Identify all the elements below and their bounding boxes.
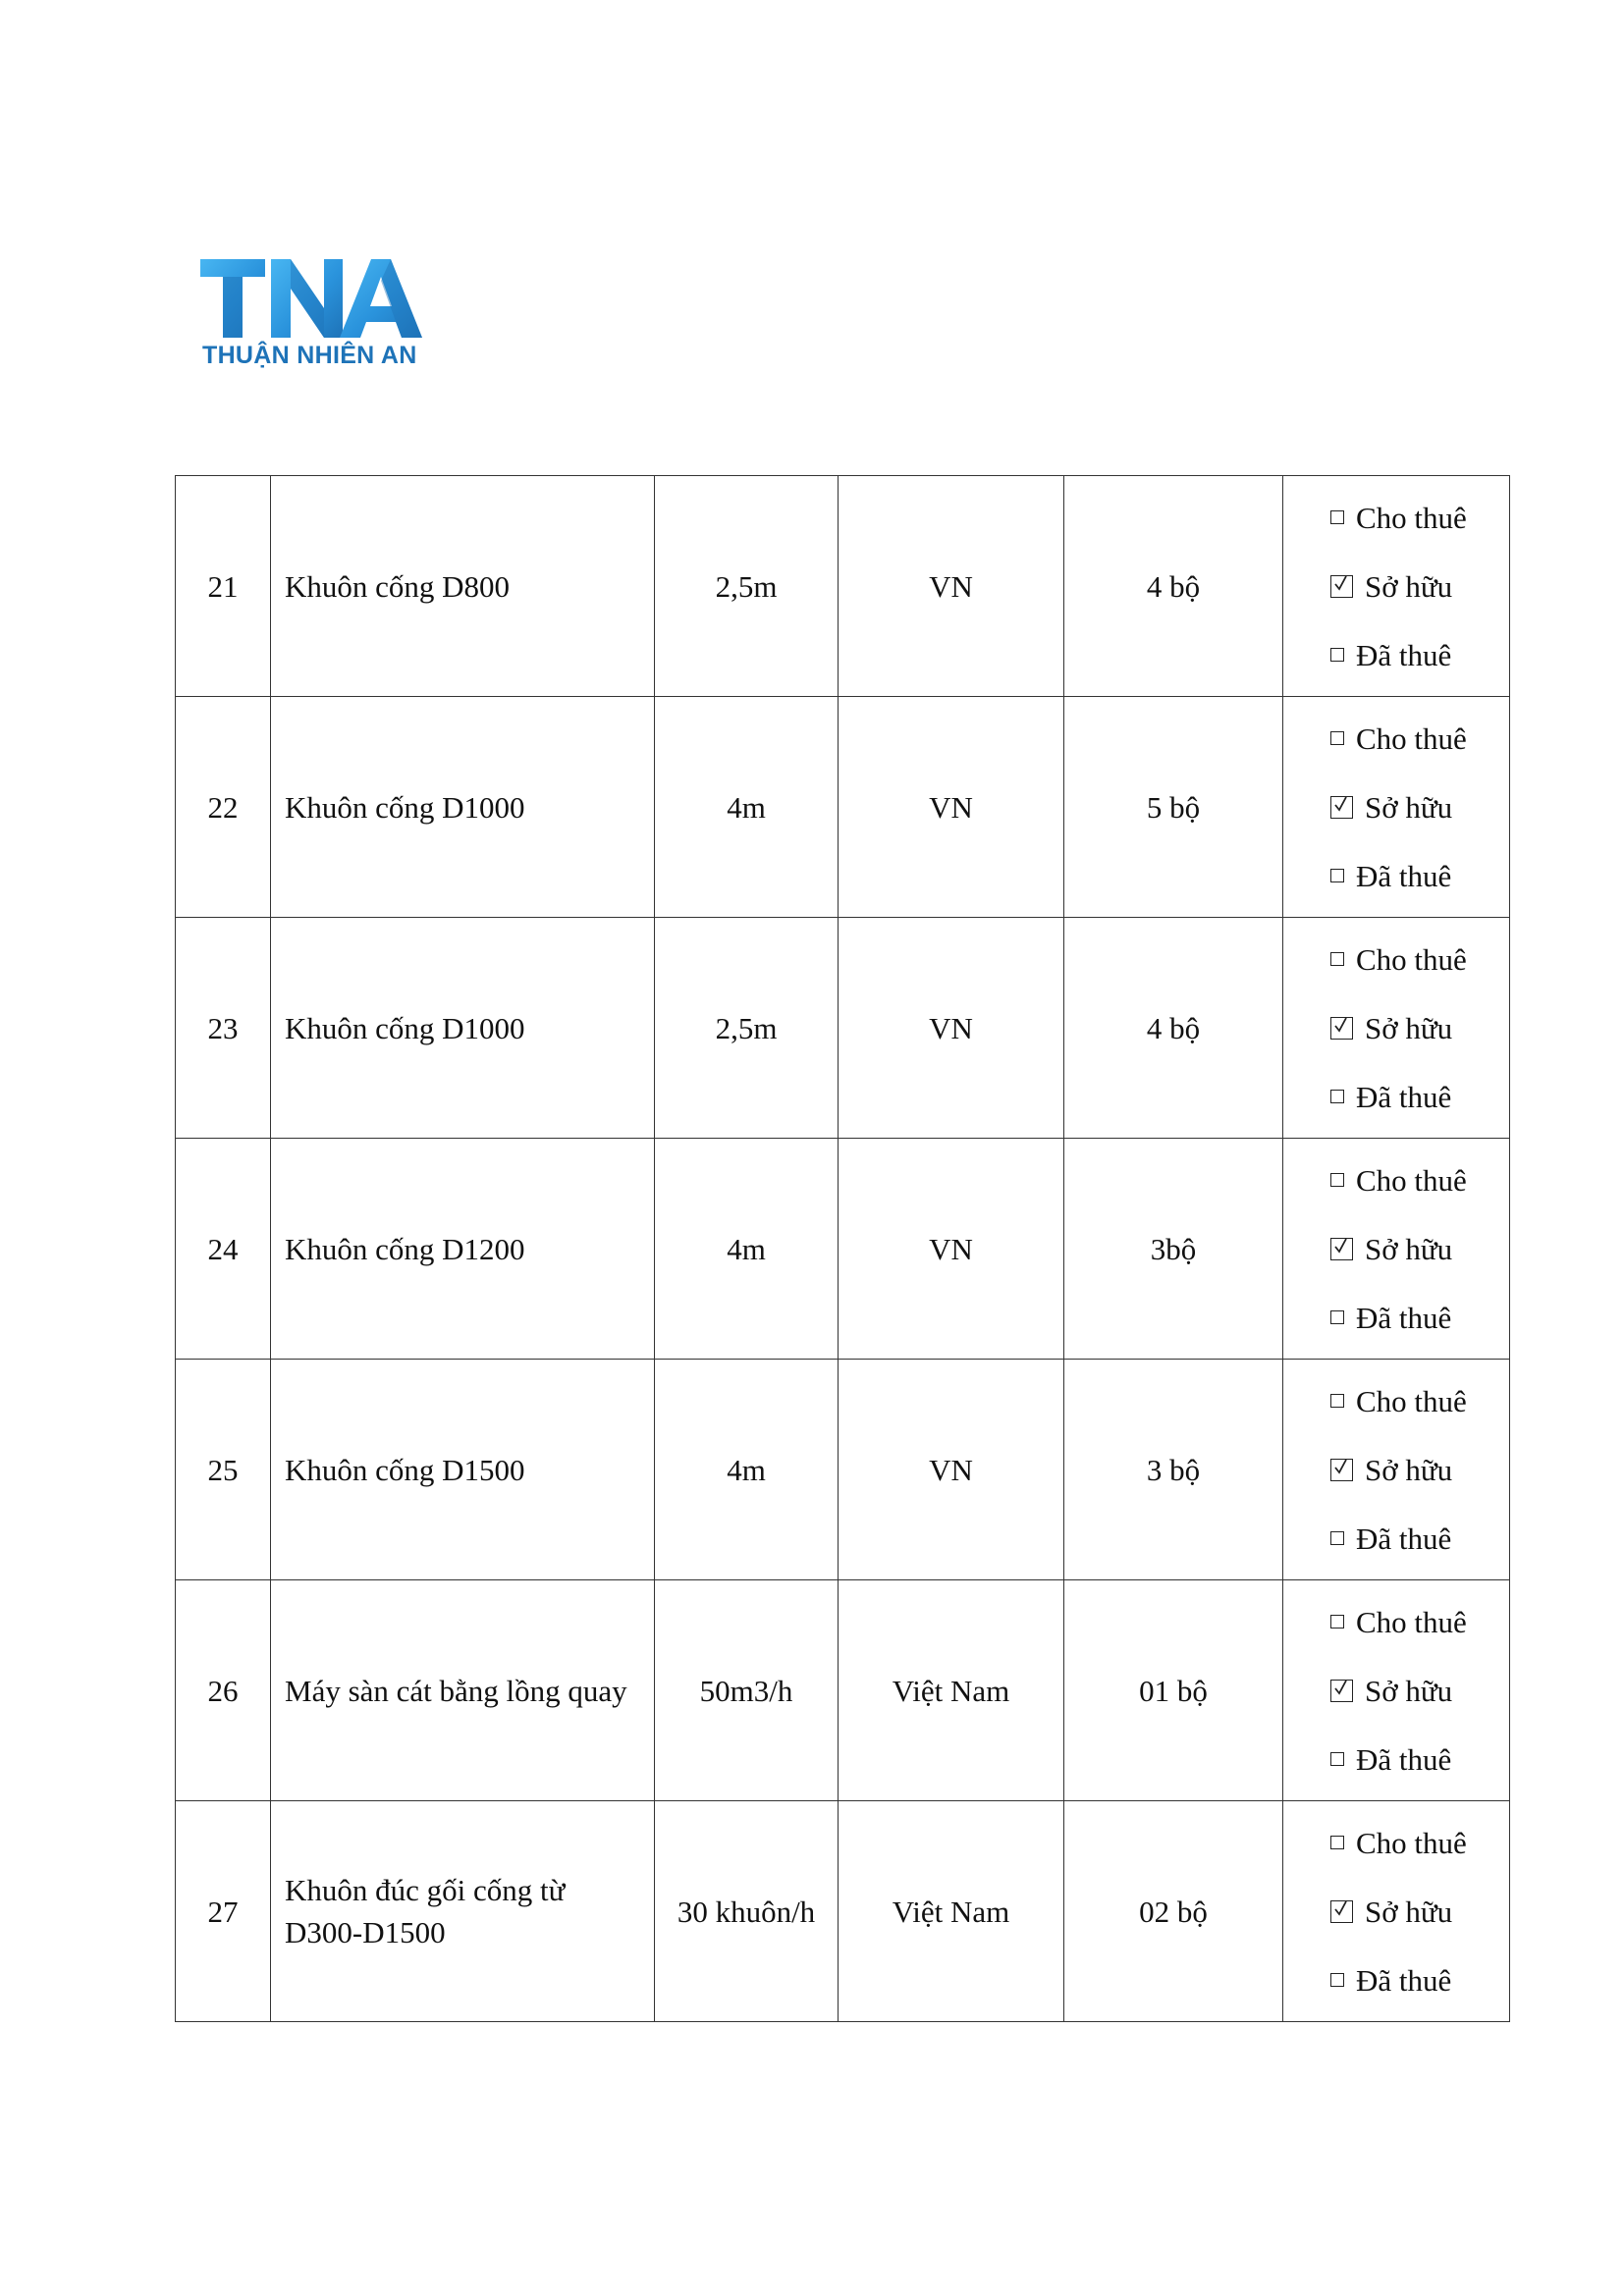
ownership-status	[1283, 1360, 1510, 1580]
status-options	[1283, 1808, 1509, 2014]
equipment-name: Máy sàn cát bằng lồng quay	[271, 1580, 655, 1801]
checked-box-icon	[1330, 575, 1353, 598]
status-option	[1330, 552, 1509, 620]
status-option	[1330, 1725, 1509, 1793]
table-row	[176, 476, 1510, 697]
logo-company-name: THUẬN NHIÊN AN	[202, 342, 417, 369]
table-row	[176, 918, 1510, 1139]
row-number: 24	[176, 1139, 271, 1360]
row-number: 22	[176, 697, 271, 918]
table-row	[176, 1139, 1510, 1360]
status-label: Đã thuê	[1356, 1300, 1452, 1335]
status-option	[1330, 993, 1509, 1062]
empty-box-icon	[1330, 1836, 1344, 1849]
status-options	[1283, 704, 1509, 910]
equipment-quantity: 5 bộ	[1064, 697, 1283, 918]
equipment-origin: VN	[839, 918, 1064, 1139]
status-label: Đã thuê	[1356, 1962, 1452, 1998]
empty-box-icon	[1330, 869, 1344, 882]
status-label: Sở hữu	[1365, 1894, 1453, 1929]
status-options	[1283, 1146, 1509, 1352]
ownership-status	[1283, 1139, 1510, 1360]
empty-box-icon	[1330, 510, 1344, 524]
status-option	[1330, 704, 1509, 773]
equipment-name: Khuôn cống D800	[271, 476, 655, 697]
table-row	[176, 1580, 1510, 1801]
ownership-status	[1283, 1580, 1510, 1801]
status-option	[1330, 1587, 1509, 1656]
empty-box-icon	[1330, 731, 1344, 745]
status-label: Cho thuê	[1356, 500, 1467, 535]
equipment-spec: 4m	[655, 1139, 839, 1360]
status-label: Sở hữu	[1365, 1673, 1453, 1708]
status-label: Cho thuê	[1356, 1825, 1467, 1860]
status-option	[1330, 1656, 1509, 1725]
status-label: Đã thuê	[1356, 858, 1452, 893]
equipment-name: Khuôn cống D1200	[271, 1139, 655, 1360]
status-label: Cho thuê	[1356, 1162, 1467, 1198]
ownership-status	[1283, 697, 1510, 918]
company-logo	[200, 257, 436, 375]
checked-box-icon	[1330, 1017, 1353, 1040]
status-option	[1330, 1504, 1509, 1573]
ownership-status	[1283, 1801, 1510, 2022]
status-label: Đã thuê	[1356, 1079, 1452, 1114]
status-options	[1283, 1366, 1509, 1573]
checked-box-icon	[1330, 1900, 1353, 1923]
equipment-quantity: 4 bộ	[1064, 918, 1283, 1139]
status-option	[1330, 1946, 1509, 2014]
empty-box-icon	[1330, 1752, 1344, 1766]
row-number: 27	[176, 1801, 271, 2022]
equipment-origin: VN	[839, 697, 1064, 918]
equipment-origin: Việt Nam	[839, 1580, 1064, 1801]
equipment-spec: 30 khuôn/h	[655, 1801, 839, 2022]
equipment-name: Khuôn cống D1000	[271, 697, 655, 918]
empty-box-icon	[1330, 1173, 1344, 1187]
empty-box-icon	[1330, 1973, 1344, 1987]
empty-box-icon	[1330, 1531, 1344, 1545]
equipment-spec: 2,5m	[655, 476, 839, 697]
status-option	[1330, 841, 1509, 910]
equipment-table-body	[176, 476, 1510, 2022]
table-row	[176, 1801, 1510, 2022]
status-label: Cho thuê	[1356, 721, 1467, 756]
status-label: Sở hữu	[1365, 1452, 1453, 1487]
equipment-quantity: 02 bộ	[1064, 1801, 1283, 2022]
row-number: 25	[176, 1360, 271, 1580]
status-option	[1330, 1283, 1509, 1352]
status-label: Đã thuê	[1356, 1741, 1452, 1777]
empty-box-icon	[1330, 1394, 1344, 1408]
checked-box-icon	[1330, 796, 1353, 819]
equipment-quantity: 4 bộ	[1064, 476, 1283, 697]
equipment-name: Khuôn đúc gối cống từ D300-D1500	[271, 1801, 655, 2022]
tna-logo-mark	[200, 257, 424, 340]
status-options	[1283, 1587, 1509, 1793]
row-number: 23	[176, 918, 271, 1139]
status-option	[1330, 773, 1509, 841]
status-label: Cho thuê	[1356, 941, 1467, 977]
status-option	[1330, 1877, 1509, 1946]
empty-box-icon	[1330, 1615, 1344, 1629]
equipment-name: Khuôn cống D1000	[271, 918, 655, 1139]
ownership-status	[1283, 918, 1510, 1139]
table-row	[176, 1360, 1510, 1580]
status-label: Cho thuê	[1356, 1604, 1467, 1639]
status-label: Sở hữu	[1365, 789, 1453, 825]
equipment-spec: 2,5m	[655, 918, 839, 1139]
equipment-origin: VN	[839, 1139, 1064, 1360]
status-option	[1330, 1062, 1509, 1131]
empty-box-icon	[1330, 952, 1344, 966]
equipment-quantity: 01 bộ	[1064, 1580, 1283, 1801]
checked-box-icon	[1330, 1238, 1353, 1260]
status-label: Đã thuê	[1356, 1521, 1452, 1556]
equipment-origin: VN	[839, 1360, 1064, 1580]
status-label: Sở hữu	[1365, 1231, 1453, 1266]
status-label: Sở hữu	[1365, 1010, 1453, 1045]
status-label: Đã thuê	[1356, 637, 1452, 672]
ownership-status	[1283, 476, 1510, 697]
empty-box-icon	[1330, 1310, 1344, 1324]
equipment-origin: VN	[839, 476, 1064, 697]
equipment-spec: 50m3/h	[655, 1580, 839, 1801]
equipment-spec: 4m	[655, 1360, 839, 1580]
status-label: Cho thuê	[1356, 1383, 1467, 1418]
status-label: Sở hữu	[1365, 568, 1453, 604]
status-option	[1330, 1808, 1509, 1877]
equipment-quantity: 3bộ	[1064, 1139, 1283, 1360]
status-option	[1330, 925, 1509, 993]
equipment-name: Khuôn cống D1500	[271, 1360, 655, 1580]
checked-box-icon	[1330, 1680, 1353, 1702]
row-number: 26	[176, 1580, 271, 1801]
equipment-origin: Việt Nam	[839, 1801, 1064, 2022]
status-option	[1330, 1435, 1509, 1504]
equipment-spec: 4m	[655, 697, 839, 918]
status-option	[1330, 620, 1509, 689]
status-options	[1283, 483, 1509, 689]
status-option	[1330, 483, 1509, 552]
status-options	[1283, 925, 1509, 1131]
checked-box-icon	[1330, 1459, 1353, 1481]
equipment-quantity: 3 bộ	[1064, 1360, 1283, 1580]
status-option	[1330, 1214, 1509, 1283]
empty-box-icon	[1330, 1090, 1344, 1103]
row-number: 21	[176, 476, 271, 697]
equipment-table	[175, 475, 1510, 2022]
status-option	[1330, 1146, 1509, 1214]
status-option	[1330, 1366, 1509, 1435]
empty-box-icon	[1330, 648, 1344, 662]
table-row	[176, 697, 1510, 918]
